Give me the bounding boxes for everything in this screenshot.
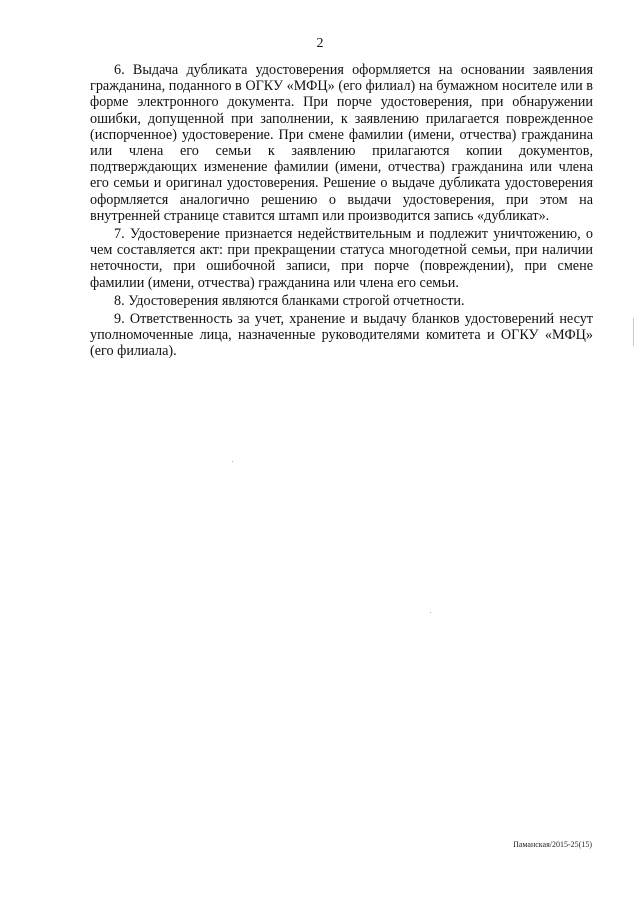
paragraph-6: 6. Выдача дубликата удостоверения оформляется на основании заявления гражданина, поданного в ОГКУ «МФЦ» (его филиал) на бумажном носителе или в форме электронного документа. При порче удостоверения, при обнаружении ошибки, допущенной при заполнении, к заявлению прилагается поврежденное (испорченное) удостоверение. При смене фамилии (имени, отчества) гражданина или члена его семьи к заявлению прилагаются копии документов, подтверждающих изменение фамилии (имени, отчества) гражданина или члена его семьи и оригинал удостоверения. Решение о выдаче дубликата удостоверения оформляется аналогично решению о выдачи удостоверения, при этом на внутренней странице ставится штамп или производится запись «дубликат».: [90, 62, 593, 224]
document-body: [90, 62, 593, 362]
paragraph-9: 9. Ответственность за учет, хранение и выдачу бланков удостоверений несут уполномоченные лица, назначенные руководителями комитета и ОГКУ «МФЦ» (его филиала).: [90, 311, 593, 360]
footer-document-code: Паманская/2015-25(15): [513, 840, 592, 849]
scan-speck: [430, 612, 431, 613]
paragraph-8: 8. Удостоверения являются бланками строгой отчетности.: [114, 292, 465, 309]
page-number: 2: [316, 36, 324, 51]
paragraph-7: 7. Удостоверение признается недействительным и подлежит уничтожению, о чем составляется акт: при прекращении статуса многодетной семьи, при наличии неточности, при ошибочной записи, при порче (повреждении), при смене фамилии (имени, отчества) гражданина или члена его семьи.: [90, 226, 593, 291]
scan-speck: [232, 461, 233, 462]
scan-edge-mark: [633, 318, 634, 346]
